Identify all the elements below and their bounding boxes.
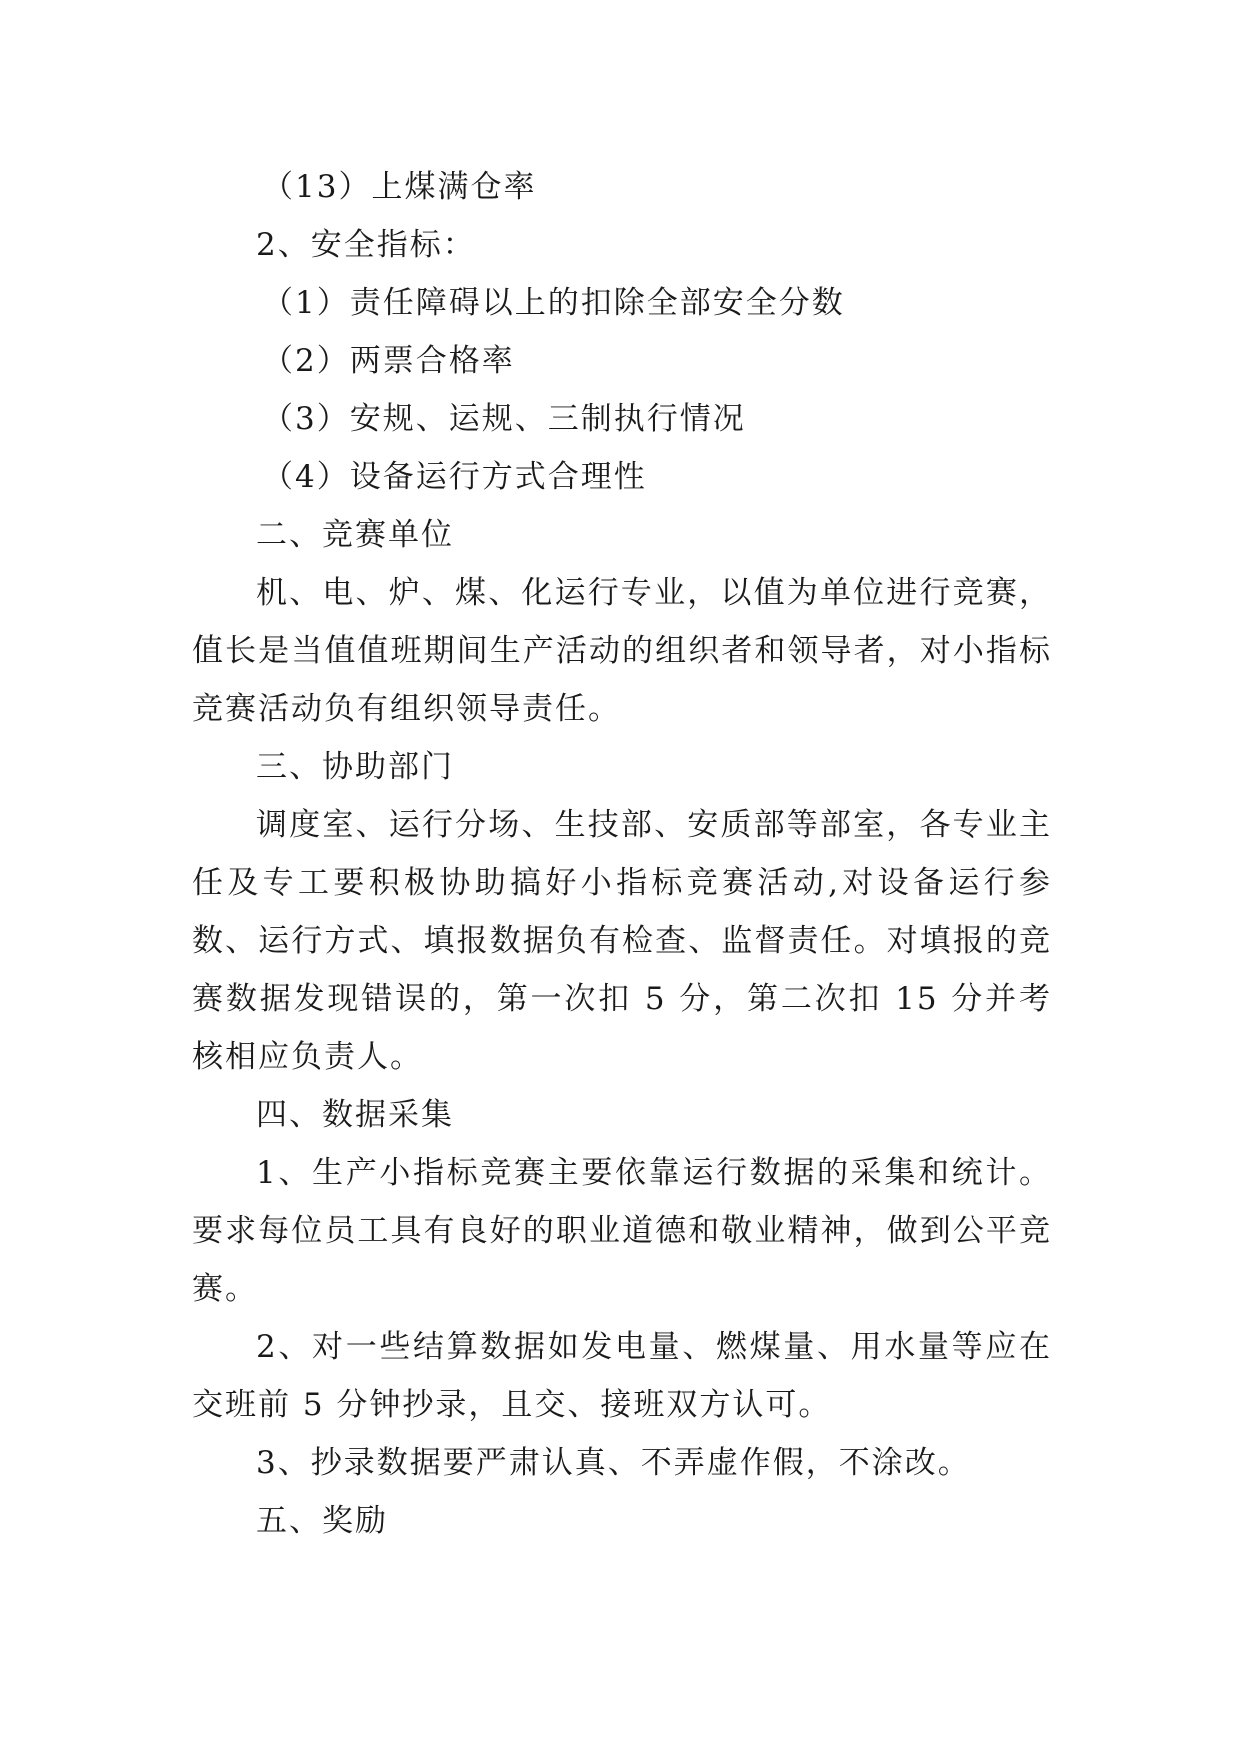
list-item-operation-mode: （4）设备运行方式合理性 bbox=[262, 459, 647, 495]
section-heading-assisting-departments: 三、协助部门 bbox=[256, 749, 454, 785]
paragraph-data-collection-2: 2、对一些结算数据如发电量、燃煤量、用水量等应在交班前 5 分钟抄录，且交、接班双方认可。 bbox=[192, 1329, 1052, 1423]
section-heading-competition-units: 二、竞赛单位 bbox=[256, 517, 454, 553]
section-heading-rewards: 五、奖励 bbox=[256, 1503, 388, 1539]
list-item-regulations: （3）安规、运规、三制执行情况 bbox=[262, 401, 746, 437]
paragraph-data-collection-1: 1、生产小指标竞赛主要依靠运行数据的采集和统计。要求每位员工具有良好的职业道德和敬业精神，做到公平竞赛。 bbox=[192, 1155, 1052, 1307]
paragraph-assisting-departments: 调度室、运行分场、生技部、安质部等部室，各专业主任及专工要积极协助搞好小指标竞赛活动,对设备运行参数、运行方式、填报数据负有检查、监督责任。对填报的竞赛数据发现错误的，第一次扣 5 分，第二次扣 15 分并考核相应负责人。 bbox=[192, 807, 1052, 1075]
list-item-two-ticket-rate: （2）两票合格率 bbox=[262, 343, 515, 379]
list-item-coal-bunker-rate: （13）上煤满仓率 bbox=[262, 169, 537, 205]
section-heading-data-collection: 四、数据采集 bbox=[256, 1097, 454, 1133]
paragraph-competition-units: 机、电、炉、煤、化运行专业，以值为单位进行竞赛，值长是当值值班期间生产活动的组织者和领导者，对小指标竞赛活动负有组织领导责任。 bbox=[192, 575, 1052, 727]
section-heading-safety-indicators: 2、安全指标： bbox=[256, 227, 476, 263]
list-item-safety-deduction: （1）责任障碍以上的扣除全部安全分数 bbox=[262, 285, 845, 321]
paragraph-data-collection-3: 3、抄录数据要严肃认真、不弄虚作假，不涂改。 bbox=[256, 1445, 971, 1481]
document-body bbox=[192, 158, 1052, 1550]
